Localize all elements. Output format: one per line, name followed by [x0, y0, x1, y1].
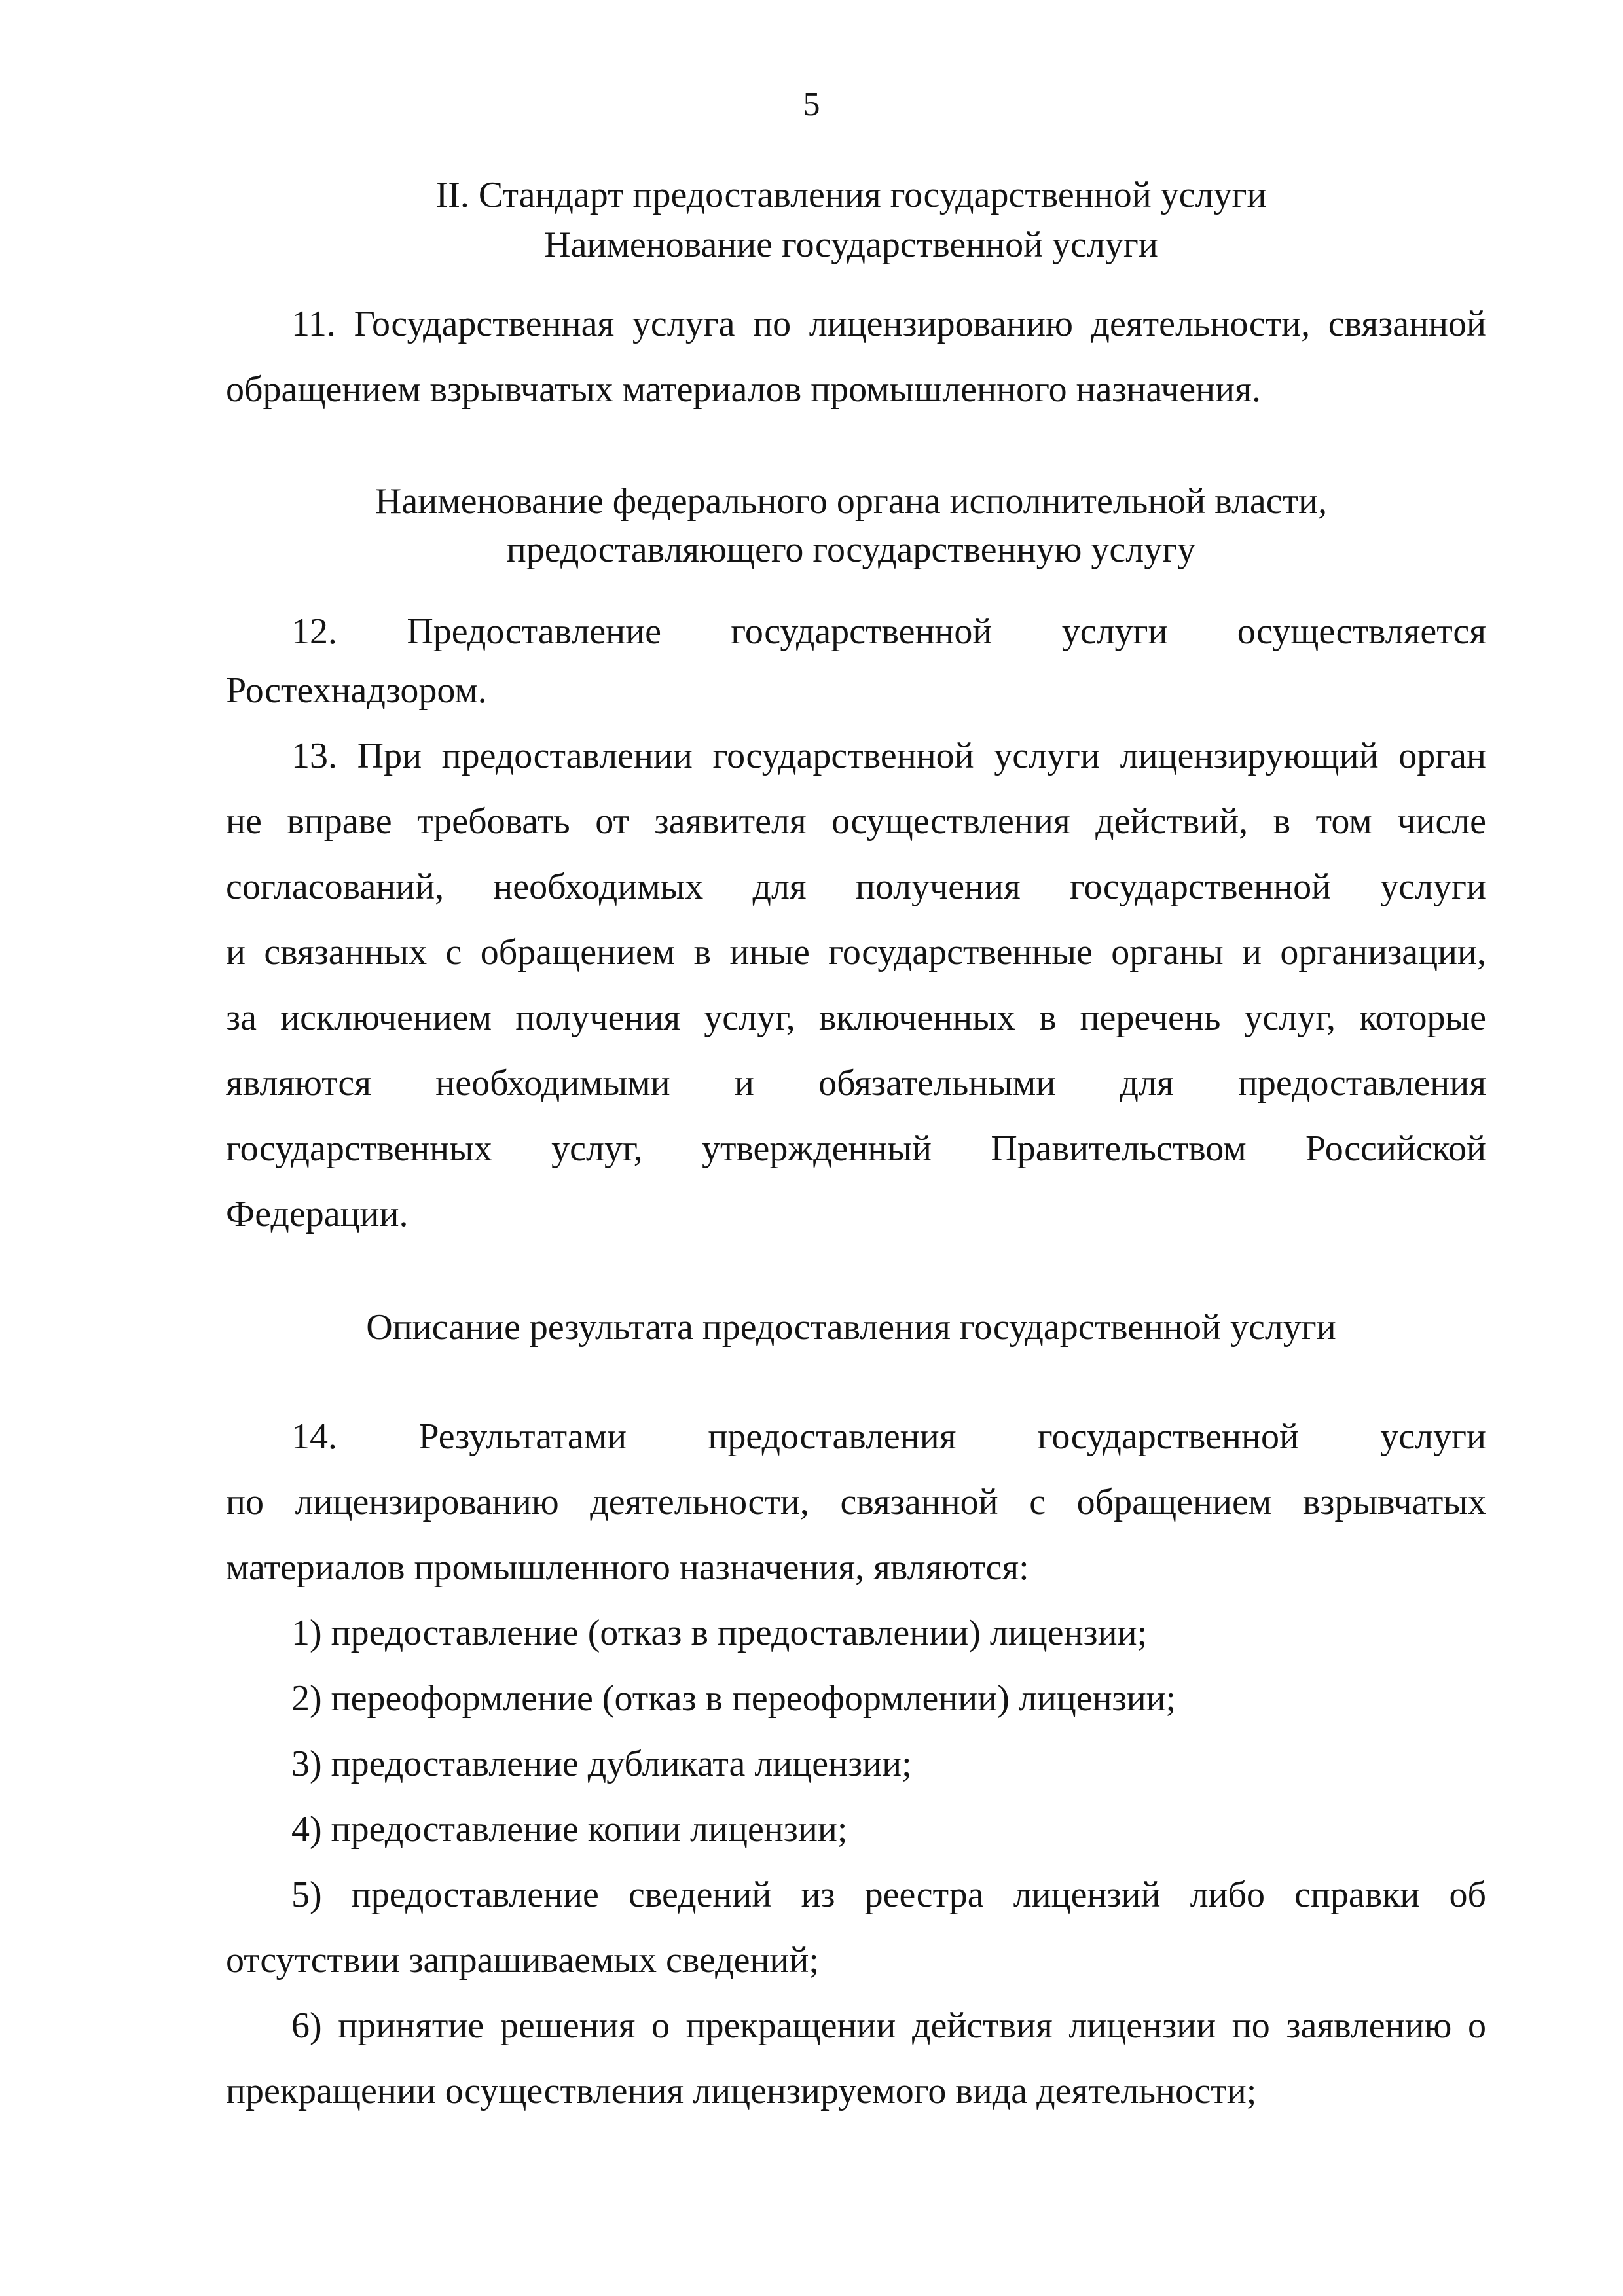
paragraph-13-line: не вправе требовать от заявителя осуществления действий, в том числе: [226, 801, 1486, 842]
list-item: 2) переоформление (отказ в переоформлении) лицензии;: [291, 1678, 1176, 1719]
paragraph-14-line: 14. Результатами предоставления государственной услуги: [291, 1416, 1486, 1457]
paragraph-13-line: за исключением получения услуг, включенных в перечень услуг, которые: [226, 997, 1486, 1038]
list-item: 3) предоставление дубликата лицензии;: [291, 1744, 912, 1784]
paragraph-13-line: 13. При предоставлении государственной услуги лицензирующий орган: [291, 736, 1486, 776]
paragraph-13-line: государственных услуг, утвержденный Правительством Российской: [226, 1128, 1486, 1169]
subsection-heading-authority: предоставляющего государственную услугу: [506, 529, 1196, 570]
paragraph-13-line: являются необходимыми и обязательными для предоставления: [226, 1063, 1486, 1103]
list-item-5-line: 5) предоставление сведений из реестра лицензий либо справки об: [291, 1874, 1486, 1915]
paragraph-11-line: 11. Государственная услуга по лицензированию деятельности, связанной: [291, 304, 1486, 344]
list-item-6-line: 6) принятие решения о прекращении действия лицензии по заявлению о: [291, 2005, 1486, 2046]
subsection-heading-result: Описание результата предоставления государственной услуги: [366, 1307, 1336, 1348]
paragraph-12-line: 12. Предоставление государственной услуги осуществляется: [291, 611, 1486, 652]
paragraph-13-line: и связанных с обращением в иные государственные органы и организации,: [226, 932, 1486, 973]
paragraph-14-line: по лицензированию деятельности, связанной с обращением взрывчатых: [226, 1482, 1486, 1522]
paragraph-14-line: материалов промышленного назначения, являются:: [226, 1547, 1029, 1588]
section-title: II. Стандарт предоставления государственной услуги: [435, 175, 1267, 215]
page-number: 5: [803, 86, 820, 123]
paragraph-13-line: Федерации.: [226, 1194, 409, 1234]
list-item: 1) предоставление (отказ в предоставлении) лицензии;: [291, 1613, 1148, 1653]
list-item-6-line: прекращении осуществления лицензируемого вида деятельности;: [226, 2071, 1257, 2111]
subsection-heading-authority: Наименование федерального органа исполнительной власти,: [374, 481, 1328, 522]
subsection-heading-name: Наименование государственной услуги: [544, 224, 1158, 265]
list-item-5-line: отсутствии запрашиваемых сведений;: [226, 1940, 819, 1981]
paragraph-12-line: Ростехнадзором.: [226, 670, 487, 711]
paragraph-11-line: обращением взрывчатых материалов промышленного назначения.: [226, 369, 1261, 410]
list-item: 4) предоставление копии лицензии;: [291, 1809, 848, 1850]
paragraph-13-line: согласований, необходимых для получения государственной услуги: [226, 867, 1486, 907]
